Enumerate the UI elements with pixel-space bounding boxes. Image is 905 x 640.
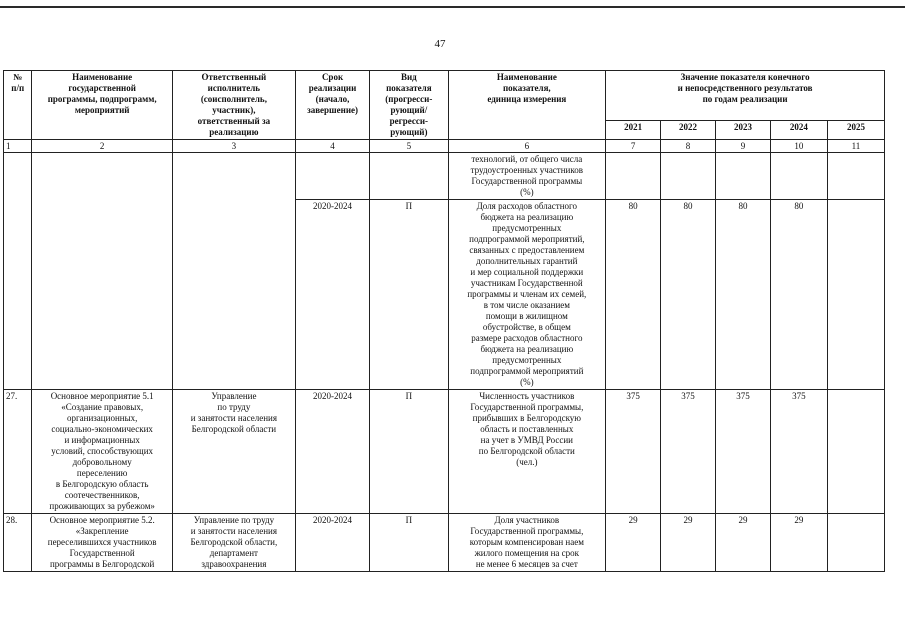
row-value xyxy=(827,153,884,200)
column-number: 3 xyxy=(172,140,295,153)
header-term: Срок реализации (начало, завершение) xyxy=(295,71,369,140)
row-executor: Управление по труду и занятости населения Белгородской области xyxy=(172,390,295,514)
column-number: 10 xyxy=(770,140,827,153)
row-value xyxy=(661,153,716,200)
row-indicator: Доля расходов областного бюджета на реализацию предусмотренных подпрограммой мероприятий, связанных с предоставлением дополнительных гарантий и мер социальной поддержки участникам Государственной программы и членам их семей, в том числе оказанием помощи в жилищном обустройстве, в общем размере расходов областного бюджета на реализацию предусмотренных подпрограммой мероприятий (%) xyxy=(448,200,606,390)
row-term: 2020-2024 xyxy=(295,200,369,390)
row-num: 28. xyxy=(4,514,32,572)
row-term xyxy=(295,153,369,200)
column-number: 8 xyxy=(661,140,716,153)
row-value: 29 xyxy=(770,514,827,572)
program-table xyxy=(3,70,885,572)
row-value xyxy=(827,390,884,514)
column-number: 7 xyxy=(606,140,661,153)
header-executor: Ответственный исполнитель (соисполнитель, участник), ответственный за реализацию xyxy=(172,71,295,140)
row-type: П xyxy=(370,390,448,514)
column-number: 4 xyxy=(295,140,369,153)
row-name: Основное мероприятие 5.2. «Закрепление переселившихся участников Государственной программы в Белгородской xyxy=(32,514,172,572)
row-num: 27. xyxy=(4,390,32,514)
row-value xyxy=(827,200,884,390)
column-number: 2 xyxy=(32,140,172,153)
scan-top-edge xyxy=(0,0,905,8)
header-year: 2025 xyxy=(827,120,884,139)
row-indicator: технологий, от общего числа трудоустроенных участников Государственной программы (%) xyxy=(448,153,606,200)
row-type: П xyxy=(370,514,448,572)
row-value xyxy=(827,514,884,572)
row-value: 375 xyxy=(770,390,827,514)
row-num xyxy=(4,153,32,390)
row-name xyxy=(32,153,172,390)
header-indicator: Наименование показателя, единица измерения xyxy=(448,71,606,140)
column-number: 5 xyxy=(370,140,448,153)
row-type xyxy=(370,153,448,200)
column-number: 9 xyxy=(716,140,771,153)
row-term: 2020-2024 xyxy=(295,514,369,572)
row-value: 80 xyxy=(661,200,716,390)
column-number-row xyxy=(4,140,885,153)
header-year: 2022 xyxy=(661,120,716,139)
header-type: Вид показателя (прогресси- рующий/ регресси- рующий) xyxy=(370,71,448,140)
header-name: Наименование государственной программы, подпрограмм, мероприятий xyxy=(32,71,172,140)
row-executor: Управление по труду и занятости населения Белгородской области, департамент здравоохранения xyxy=(172,514,295,572)
header-row xyxy=(4,71,885,121)
header-num: № п/п xyxy=(4,71,32,140)
row-value: 80 xyxy=(716,200,771,390)
row-value xyxy=(770,153,827,200)
row-indicator: Численность участников Государственной программы, прибывших в Белгородскую область и поставленных на учет в УМВД России по Белгородской области (чел.) xyxy=(448,390,606,514)
row-value xyxy=(716,153,771,200)
page-number: 47 xyxy=(434,38,446,50)
header-year: 2024 xyxy=(770,120,827,139)
row-value: 375 xyxy=(661,390,716,514)
row-executor xyxy=(172,153,295,390)
header-year: 2021 xyxy=(606,120,661,139)
row-term: 2020-2024 xyxy=(295,390,369,514)
row-type: П xyxy=(370,200,448,390)
row-value: 29 xyxy=(606,514,661,572)
row-value: 80 xyxy=(770,200,827,390)
table-row xyxy=(4,514,885,572)
column-number: 6 xyxy=(448,140,606,153)
row-indicator: Доля участников Государственной программы, которым компенсирован наем жилого помещения на срок не менее 6 месяцев за счет xyxy=(448,514,606,572)
row-value xyxy=(606,153,661,200)
row-value: 375 xyxy=(606,390,661,514)
row-value: 29 xyxy=(716,514,771,572)
header-values: Значение показателя конечного и непосредственного результатов по годам реализации xyxy=(606,71,885,121)
table-row xyxy=(4,390,885,514)
row-value: 375 xyxy=(716,390,771,514)
header-year: 2023 xyxy=(716,120,771,139)
row-value: 29 xyxy=(661,514,716,572)
column-number: 11 xyxy=(827,140,884,153)
column-number: 1 xyxy=(4,140,32,153)
row-name: Основное мероприятие 5.1 «Создание правовых, организационных, социально-экономических и информационных условий, способствующих добровольному переселению в Белгородскую область соотечественников, проживающих за рубежом» xyxy=(32,390,172,514)
table-row xyxy=(4,153,885,200)
row-value: 80 xyxy=(606,200,661,390)
